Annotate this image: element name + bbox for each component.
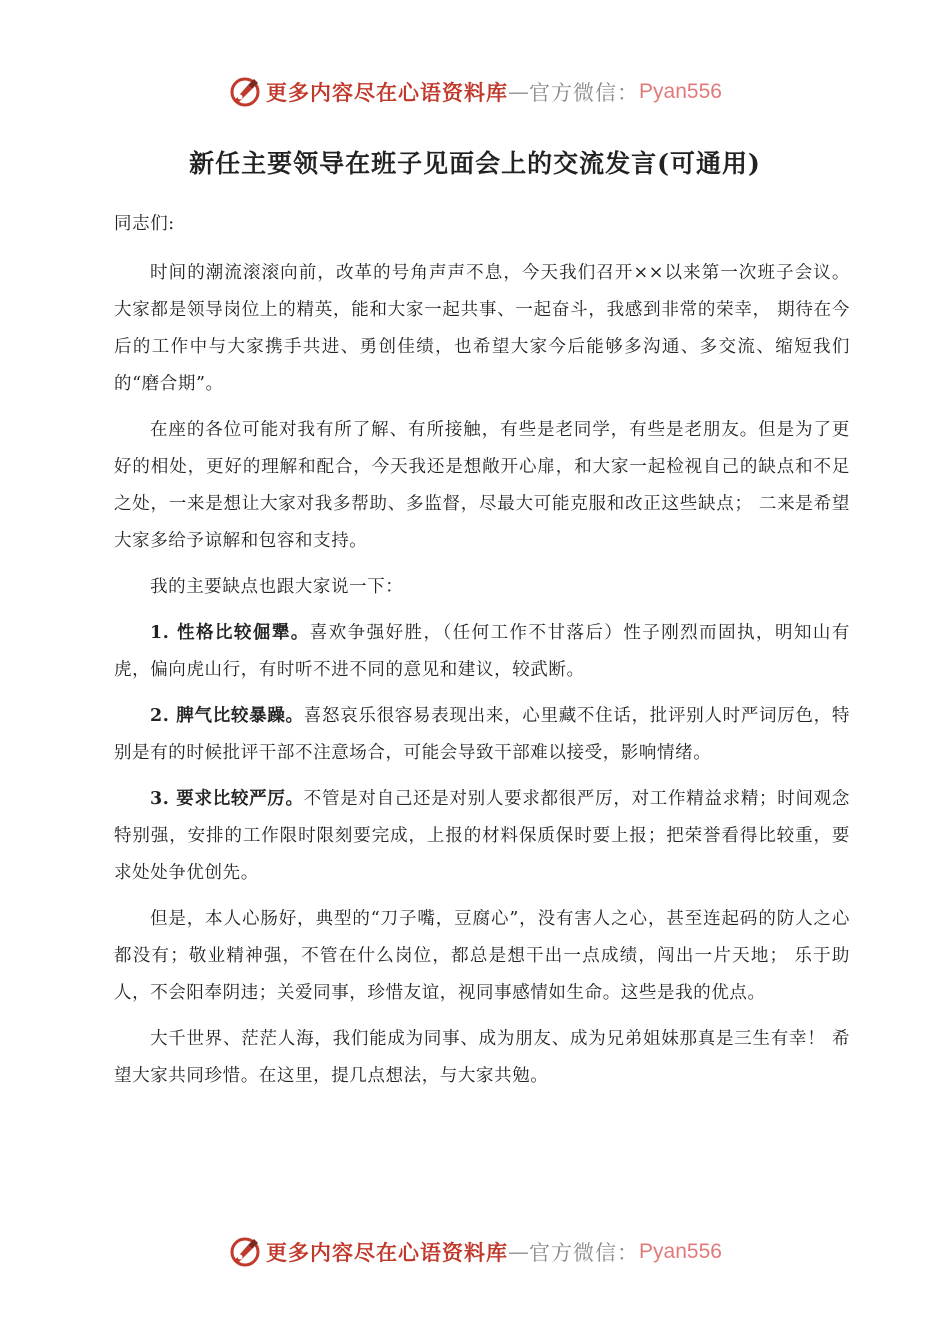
point-lead: 2. 脾气比较暴躁。 <box>150 706 304 726</box>
logo-icon <box>228 1235 262 1269</box>
header-banner <box>0 72 950 112</box>
paragraph: 但是，本人心肠好，典型的“刀子嘴，豆腐心”，没有害人之心，甚至连起码的防人之心都没有；敬业精神强，不管在什么岗位，都总是想干出一点成绩，闯出一片天地； 乐于助人，不会阳奉阴违；关爱同事，珍惜友谊，视同事感情如生命。这些是我的优点。 <box>114 909 850 1003</box>
banner-dash: — <box>508 80 530 104</box>
footer-banner <box>0 1232 950 1272</box>
logo-icon <box>228 75 262 109</box>
banner-main-text: 更多内容尽在心语资料库 <box>266 80 509 105</box>
document-title: 新任主要领导在班子见面会上的交流发言(可通用) <box>189 149 761 178</box>
banner-main-text: 更多内容尽在心语资料库 <box>266 1240 509 1265</box>
paragraph: 大千世界、茫茫人海，我们能成为同事、成为朋友、成为兄弟姐妹那真是三生有幸！ 希望大家共同珍惜。在这里，提几点想法，与大家共勉。 <box>114 1029 850 1086</box>
banner-sub-text: 官方微信： <box>529 81 640 105</box>
paragraph: 我的主要缺点也跟大家说一下： <box>150 577 404 597</box>
point-text: 喜怒哀乐很容易表现出来，心里藏不住话，批评别人时严词厉色，特别是有的时候批评干部不注意场合，可能会导致干部难以接受，影响情绪。 <box>114 706 850 763</box>
banner-dash: — <box>508 1240 530 1264</box>
paragraph: 在座的各位可能对我有所了解、有所接触，有些是老同学，有些是老朋友。但是为了更好的相处，更好的理解和配合，今天我还是想敞开心扉，和大家一起检视自己的缺点和不足之处，一来是想让大家对我多帮助、多监督，尽最大可能克服和改正这些缺点； 二来是希望大家多给予谅解和包容和支持。 <box>114 420 850 551</box>
point-item <box>114 698 850 772</box>
point-text: 喜欢争强好胜，（任何工作不甘落后）性子刚烈而固执，明知山有虎，偏向虎山行，有时听不进不同的意见和建议，较武断。 <box>114 623 850 680</box>
banner-wechat-id: Pyan556 <box>639 1240 722 1263</box>
greeting: 同志们: <box>114 214 175 234</box>
document-body <box>114 206 850 1104</box>
point-lead: 1. 性格比较倔犟。 <box>150 623 310 643</box>
point-item <box>114 781 850 892</box>
point-lead: 3. 要求比较严厉。 <box>150 789 304 809</box>
paragraph: 时间的潮流滚滚向前，改革的号角声声不息，今天我们召开××以来第一次班子会议。大家都是领导岗位上的精英，能和大家一起共事、一起奋斗，我感到非常的荣幸， 期待在今后的工作中与大家携手共进、勇创佳绩，也希望大家今后能够多沟通、多交流、缩短我们的“磨合期”。 <box>114 263 850 394</box>
point-item <box>114 615 850 689</box>
point-text: 不管是对自己还是对别人要求都很严厉，对工作精益求精；时间观念特别强，安排的工作限时限刻要完成，上报的材料保质保时要上报；把荣誉看得比较重，要求处处争优创先。 <box>114 789 850 883</box>
banner-wechat-id: Pyan556 <box>639 80 722 103</box>
banner-sub-text: 官方微信： <box>529 1241 640 1265</box>
